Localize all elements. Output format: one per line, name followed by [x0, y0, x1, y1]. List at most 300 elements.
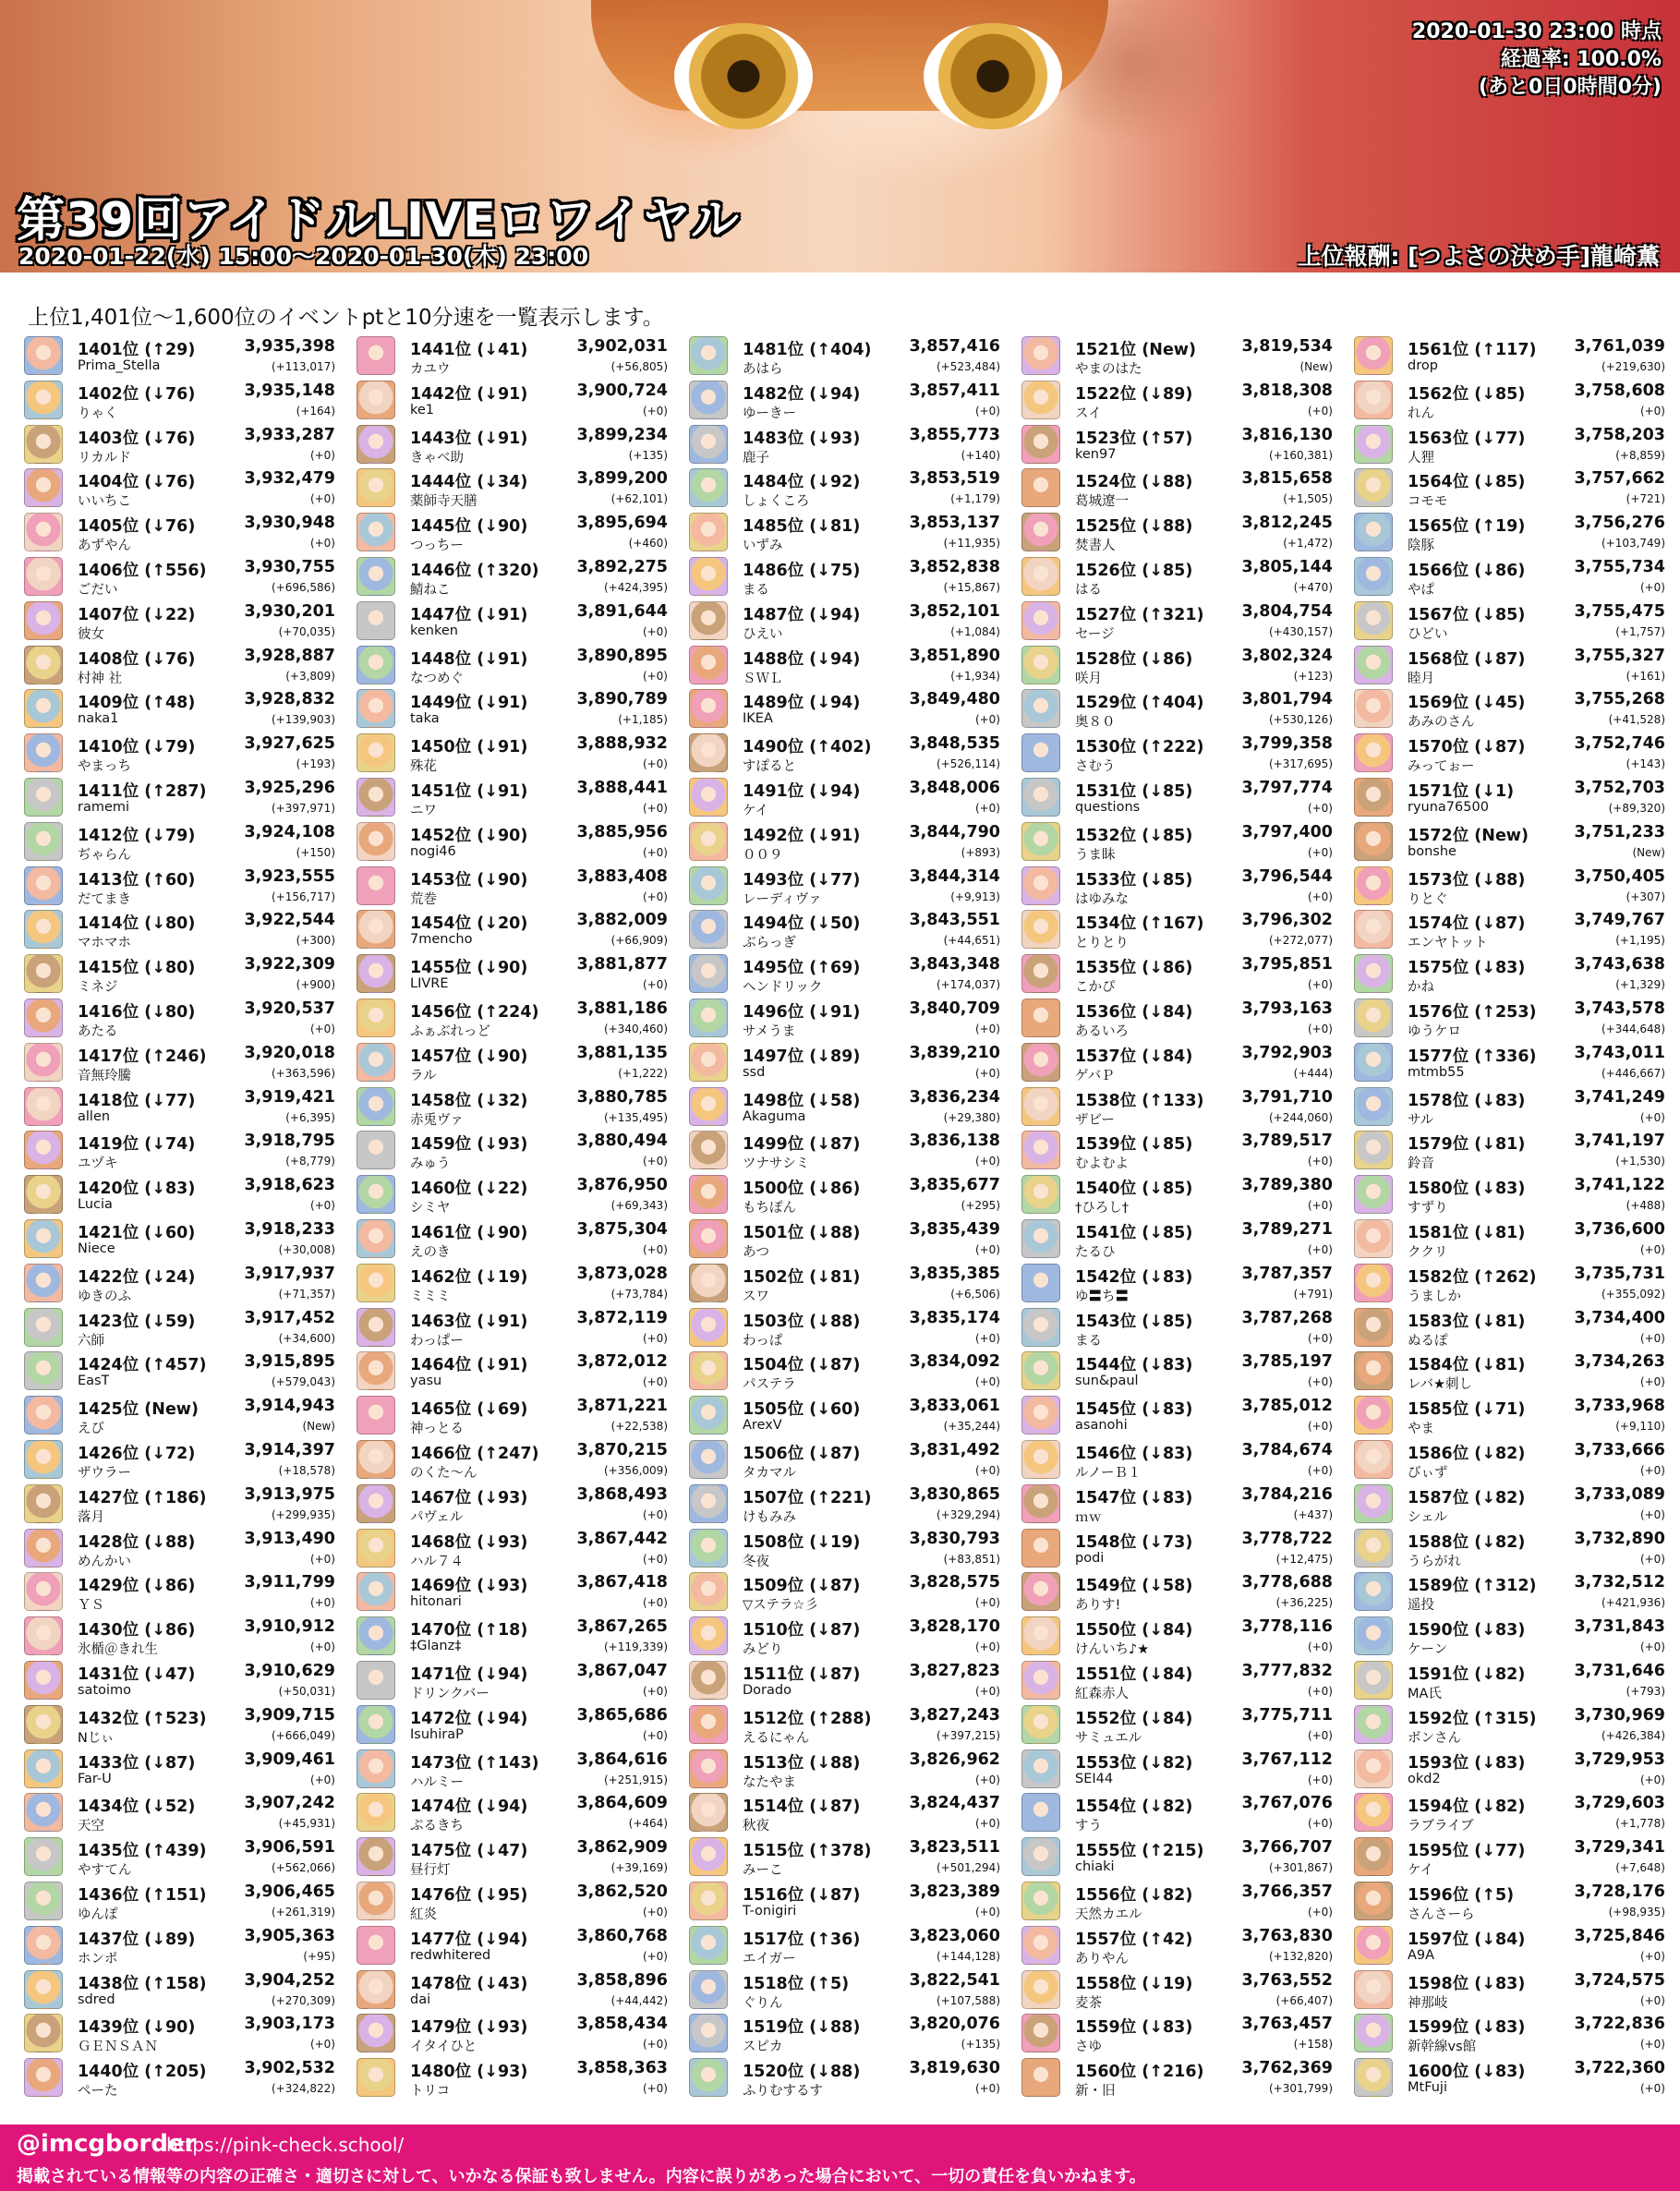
- player-name: Prima_Stella: [78, 358, 161, 373]
- points: 3,935,148: [244, 381, 335, 400]
- player-name: Dorado: [743, 1683, 792, 1698]
- player-name: サメうま: [743, 1024, 796, 1039]
- player-name: かね: [1408, 980, 1434, 996]
- player-name: むよむよ: [1075, 1156, 1129, 1172]
- speed-delta: (+11,935): [943, 537, 1000, 551]
- speed-delta: (+9,913): [950, 890, 1000, 903]
- speed-delta: (+71,357): [278, 1287, 335, 1301]
- ranking-entry: [1021, 599, 1340, 642]
- points: 3,729,341: [1574, 1838, 1665, 1858]
- player-name: みゅう: [410, 1156, 451, 1172]
- ranking-entry: [1021, 1835, 1340, 1878]
- ranking-entry: [1021, 1748, 1340, 1790]
- rank-label: 1402位 (↓76): [78, 384, 196, 404]
- rank-label: 1431位 (↓47): [78, 1665, 196, 1684]
- points: 3,828,575: [909, 1573, 1000, 1592]
- player-name: 奥８０: [1075, 715, 1116, 731]
- points: 3,736,600: [1574, 1220, 1665, 1239]
- rank-label: 1523位 (↑57): [1075, 429, 1193, 448]
- avatar-icon: [357, 2058, 395, 2097]
- event-banner: [0, 0, 1680, 272]
- player-name: ハルミー: [410, 1774, 464, 1790]
- points: 3,880,494: [576, 1132, 668, 1151]
- points: 3,851,890: [909, 646, 1000, 665]
- avatar-icon: [24, 1264, 63, 1302]
- points: 3,752,746: [1574, 734, 1665, 754]
- rank-label: 1442位 (↓91): [410, 384, 528, 404]
- avatar-icon: [689, 822, 728, 861]
- ranking-entry: [357, 466, 675, 509]
- rank-label: 1559位 (↓83): [1075, 2018, 1193, 2038]
- speed-delta: (+295): [961, 1199, 1000, 1213]
- points: 3,755,327: [1574, 646, 1665, 665]
- player-name: カユウ: [410, 362, 451, 377]
- speed-delta: (+15,867): [943, 581, 1000, 594]
- player-name: やぱ: [1408, 583, 1434, 598]
- ranking-entry: [689, 1350, 1008, 1392]
- points: 3,918,233: [244, 1220, 335, 1239]
- points: 3,835,385: [909, 1264, 1000, 1283]
- avatar-icon: [1021, 778, 1060, 817]
- rank-label: 1470位 (↑18): [410, 1621, 528, 1640]
- player-name: †ひろし†: [1075, 1201, 1129, 1217]
- speed-delta: (+119,339): [603, 1640, 668, 1654]
- rank-label: 1560位 (↑216): [1075, 2063, 1204, 2082]
- points: 3,922,309: [244, 955, 335, 974]
- ranking-entry: [1021, 865, 1340, 907]
- avatar-icon: [1354, 1572, 1393, 1611]
- player-name: Lucia: [78, 1197, 113, 1213]
- rank-label: 1586位 (↓82): [1408, 1445, 1526, 1463]
- points: 3,767,112: [1241, 1749, 1333, 1769]
- ranking-entry: [357, 1350, 675, 1392]
- avatar-icon: [689, 1616, 728, 1655]
- speed-delta: (+0): [1307, 1640, 1333, 1654]
- rank-label: 1415位 (↓80): [78, 959, 196, 978]
- points: 3,930,948: [244, 514, 335, 533]
- player-name: 荒巻: [410, 891, 437, 907]
- points: 3,823,060: [909, 1926, 1000, 1945]
- speed-delta: (+299,935): [271, 1507, 335, 1521]
- avatar-icon: [1021, 381, 1060, 419]
- points: 3,853,519: [909, 469, 1000, 489]
- player-name: みってぉー: [1408, 759, 1475, 775]
- points: 3,905,363: [244, 1926, 335, 1945]
- player-name: 人狸: [1408, 450, 1434, 466]
- speed-delta: (+0): [642, 802, 668, 815]
- rank-label: 1426位 (↓72): [78, 1445, 196, 1463]
- player-name: あるいろ: [1075, 1024, 1129, 1039]
- speed-delta: (+41,528): [1608, 713, 1665, 727]
- ranking-entry: [24, 466, 343, 509]
- points: 3,857,416: [909, 337, 1000, 356]
- points: 3,868,493: [576, 1484, 668, 1504]
- player-name: ssd: [743, 1064, 766, 1080]
- points: 3,797,400: [1241, 822, 1333, 841]
- ranking-entry: [1021, 466, 1340, 509]
- player-name: サル: [1408, 1112, 1434, 1128]
- player-name: bonshe: [1408, 843, 1456, 859]
- player-name: のくた～ん: [410, 1466, 477, 1481]
- speed-delta: (+0): [974, 1464, 1000, 1477]
- ranking-entry: [1021, 732, 1340, 774]
- rank-label: 1437位 (↓89): [78, 1930, 196, 1949]
- speed-delta: (+0): [974, 1596, 1000, 1610]
- speed-delta: (+161): [1626, 669, 1665, 683]
- speed-delta: (+0): [1639, 1331, 1665, 1345]
- points: 3,919,421: [244, 1087, 335, 1107]
- avatar-icon: [357, 999, 395, 1037]
- speed-delta: (+143): [1626, 757, 1665, 771]
- rank-label: 1445位 (↓90): [410, 517, 528, 537]
- speed-delta: (+363,596): [271, 1066, 335, 1080]
- points: 3,733,666: [1574, 1441, 1665, 1459]
- speed-delta: (+12,475): [1275, 1552, 1333, 1566]
- avatar-icon: [1021, 646, 1060, 684]
- avatar-icon: [1354, 1484, 1393, 1523]
- player-name: 新・旧: [1075, 2084, 1116, 2100]
- rank-label: 1450位 (↓91): [410, 738, 528, 757]
- rank-label: 1567位 (↓85): [1408, 605, 1526, 624]
- player-name: Far-U: [78, 1771, 112, 1786]
- player-name: とりとり: [1075, 936, 1129, 951]
- points: 3,805,144: [1241, 558, 1333, 576]
- avatar-icon: [1354, 1219, 1393, 1258]
- points: 3,881,135: [576, 1043, 668, 1062]
- speed-delta: (+164): [296, 404, 335, 418]
- avatar-icon: [689, 778, 728, 817]
- rank-label: 1438位 (↑158): [78, 1974, 207, 1993]
- player-name: ryuna76500: [1408, 800, 1489, 815]
- player-name: やすてん: [78, 1863, 132, 1879]
- rank-label: 1467位 (↓93): [410, 1488, 528, 1507]
- avatar-icon: [1354, 1705, 1393, 1744]
- speed-delta: (+0): [642, 1949, 668, 1963]
- avatar-icon: [24, 689, 63, 728]
- avatar-icon: [1021, 1308, 1060, 1347]
- points: 3,902,031: [576, 337, 668, 356]
- rank-label: 1428位 (↓88): [78, 1532, 196, 1552]
- speed-delta: (+356,009): [603, 1464, 668, 1477]
- player-name: 陰豚: [1408, 539, 1434, 554]
- points: 3,867,418: [576, 1573, 668, 1592]
- ranking-entry: [1021, 1350, 1340, 1392]
- avatar-icon: [1021, 1264, 1060, 1302]
- ranking-entry: [1021, 1924, 1340, 1967]
- avatar-icon: [689, 1308, 728, 1347]
- rank-label: 1557位 (↑42): [1075, 1930, 1193, 1949]
- player-name: ルノーＢ１: [1075, 1466, 1142, 1481]
- avatar-icon: [24, 1926, 63, 1965]
- speed-delta: (+317,695): [1268, 757, 1333, 771]
- player-name: IKEA: [743, 711, 773, 727]
- ranking-entry: [357, 1570, 675, 1613]
- rank-label: 1525位 (↓88): [1075, 517, 1193, 537]
- rank-label: 1600位 (↓83): [1408, 2063, 1526, 2082]
- player-name: taka: [410, 711, 440, 727]
- ranking-entry: [24, 599, 343, 642]
- points: 3,925,296: [244, 779, 335, 797]
- rank-label: 1423位 (↓59): [78, 1312, 196, 1331]
- speed-delta: (+139,903): [271, 713, 335, 727]
- speed-delta: (+0): [974, 1906, 1000, 1919]
- rank-label: 1492位 (↓91): [743, 826, 861, 845]
- avatar-icon: [24, 1882, 63, 1920]
- speed-delta: (+113,017): [271, 360, 335, 373]
- speed-delta: (+900): [296, 978, 335, 992]
- speed-delta: (+66,407): [1275, 1993, 1333, 2007]
- rank-label: 1502位 (↓81): [743, 1267, 861, 1287]
- points: 3,795,851: [1241, 955, 1333, 974]
- speed-delta: (+0): [309, 492, 335, 506]
- player-name: エンヤトット: [1408, 936, 1488, 951]
- avatar-icon: [24, 910, 63, 949]
- avatar-icon: [1021, 689, 1060, 728]
- player-name: 六師: [78, 1333, 104, 1349]
- avatar-icon: [24, 1131, 63, 1169]
- player-name: ＳＷＬ: [743, 671, 783, 686]
- player-name: けもみみ: [743, 1509, 796, 1525]
- avatar-icon: [1021, 1572, 1060, 1611]
- player-name: 氷楯＠きれ生: [78, 1642, 158, 1658]
- ranking-entry: [1354, 2012, 1673, 2054]
- player-name: うましか: [1408, 1289, 1461, 1304]
- avatar-icon: [1021, 1396, 1060, 1434]
- avatar-icon: [689, 601, 728, 640]
- speed-delta: (New): [302, 1420, 335, 1434]
- points: 3,762,369: [1241, 2059, 1333, 2078]
- avatar-icon: [357, 1705, 395, 1744]
- rank-label: 1580位 (↓83): [1408, 1180, 1526, 1199]
- points: 3,922,544: [244, 911, 335, 930]
- rank-label: 1526位 (↓85): [1075, 562, 1193, 580]
- avatar-icon: [24, 1484, 63, 1523]
- points: 3,840,709: [909, 999, 1000, 1018]
- rank-label: 1497位 (↓89): [743, 1047, 861, 1066]
- rank-label: 1404位 (↓76): [78, 473, 196, 492]
- speed-delta: (+0): [642, 404, 668, 418]
- player-name: ハル７４: [410, 1554, 464, 1569]
- avatar-icon: [357, 381, 395, 419]
- player-name: 遥投: [1408, 1598, 1434, 1614]
- speed-delta: (+158): [1293, 2038, 1333, 2052]
- avatar-icon: [24, 1308, 63, 1347]
- player-name: questions: [1075, 800, 1141, 815]
- speed-delta: (+0): [309, 1552, 335, 1566]
- rank-label: 1478位 (↓43): [410, 1974, 528, 1993]
- points: 3,867,442: [576, 1529, 668, 1548]
- rank-label: 1581位 (↓81): [1408, 1224, 1526, 1242]
- speed-delta: (+0): [1307, 1331, 1333, 1345]
- speed-delta: (+464): [628, 1817, 668, 1831]
- rank-label: 1507位 (↑221): [743, 1488, 872, 1507]
- player-name: うらがれ: [1408, 1554, 1461, 1569]
- points: 3,734,263: [1574, 1352, 1665, 1372]
- rank-label: 1513位 (↓88): [743, 1753, 861, 1773]
- ranking-entry: [1021, 1880, 1340, 1922]
- speed-delta: (+0): [974, 1066, 1000, 1080]
- avatar-icon: [357, 954, 395, 993]
- avatar-icon: [1354, 1529, 1393, 1568]
- ranking-entry: [689, 334, 1008, 377]
- player-name: Akaguma: [743, 1108, 806, 1124]
- player-name: りとぐ: [1408, 891, 1448, 907]
- speed-delta: (+0): [309, 537, 335, 551]
- status-box: [1412, 18, 1662, 102]
- avatar-icon: [689, 954, 728, 993]
- rank-label: 1511位 (↓87): [743, 1665, 861, 1684]
- player-name: みどり: [743, 1642, 783, 1658]
- player-name: hitonari: [410, 1594, 462, 1610]
- rank-label: 1500位 (↓86): [743, 1180, 861, 1199]
- rank-label: 1599位 (↓83): [1408, 2018, 1526, 2038]
- rank-label: 1435位 (↑439): [78, 1842, 207, 1861]
- site-link[interactable]: https://pink-check.school/: [166, 2134, 405, 2156]
- rank-label: 1578位 (↓83): [1408, 1091, 1526, 1110]
- ranking-entry: [689, 1968, 1008, 2011]
- speed-delta: (+0): [642, 2082, 668, 2096]
- speed-delta: (+793): [1626, 1685, 1665, 1698]
- avatar-icon: [1021, 866, 1060, 905]
- player-name: ドリンクバー: [410, 1687, 489, 1701]
- points: 3,828,170: [909, 1617, 1000, 1637]
- speed-delta: (+300): [296, 934, 335, 948]
- avatar-icon: [689, 468, 728, 507]
- points: 3,906,591: [244, 1838, 335, 1858]
- player-name: 麦茶: [1075, 1995, 1102, 2011]
- player-name: めんかい: [78, 1554, 131, 1569]
- speed-delta: (+0): [1639, 2082, 1665, 2096]
- player-name: ヘンドリック: [743, 980, 823, 996]
- player-name: ＧＥＮＳＡＮ: [78, 2040, 158, 2055]
- ranking-entry: [357, 2056, 675, 2099]
- points: 3,755,475: [1574, 601, 1665, 621]
- avatar-icon: [689, 1440, 728, 1479]
- ranking-entry: [1354, 1129, 1673, 1171]
- speed-delta: (New): [1632, 845, 1665, 859]
- speed-delta: (+3,809): [285, 669, 335, 683]
- avatar-icon: [24, 1087, 63, 1126]
- avatar-icon: [689, 1529, 728, 1568]
- speed-delta: (+0): [1639, 1375, 1665, 1389]
- player-name: 秋夜: [743, 1819, 769, 1834]
- player-name: えび: [78, 1422, 104, 1437]
- ranking-entry: [357, 1527, 675, 1569]
- rank-label: 1457位 (↓90): [410, 1047, 528, 1066]
- points: 3,904,252: [244, 1970, 335, 1990]
- speed-delta: (+470): [1293, 581, 1333, 594]
- points: 3,743,578: [1574, 999, 1665, 1018]
- speed-delta: (+0): [1639, 581, 1665, 594]
- ranking-entry: [689, 1570, 1008, 1613]
- ranking-entry: [24, 1659, 343, 1701]
- points: 3,870,215: [576, 1441, 668, 1459]
- points: 3,799,358: [1241, 734, 1333, 754]
- avatar-icon: [357, 1087, 395, 1126]
- ranking-entry: [1354, 1483, 1673, 1525]
- rank-label: 1446位 (↑320): [410, 562, 539, 580]
- avatar-icon: [1354, 1308, 1393, 1347]
- avatar-icon: [1021, 2058, 1060, 2097]
- avatar-icon: [24, 2014, 63, 2052]
- ranking-entry: [689, 1924, 1008, 1967]
- avatar-icon: [357, 2014, 395, 2052]
- avatar-icon: [1354, 954, 1393, 993]
- speed-delta: (+66,909): [610, 934, 668, 948]
- speed-delta: (+0): [1307, 1023, 1333, 1035]
- points: 3,833,061: [909, 1397, 1000, 1416]
- speed-delta: (+562,066): [271, 1861, 335, 1875]
- rank-label: 1476位 (↓95): [410, 1886, 528, 1905]
- speed-delta: (+0): [1307, 1375, 1333, 1389]
- ranking-entry: [357, 1394, 675, 1436]
- player-name: ごだい: [78, 583, 118, 598]
- player-name: タカマル: [743, 1466, 796, 1481]
- ranking-entry: [1021, 687, 1340, 730]
- speed-delta: (+6,506): [950, 1287, 1000, 1301]
- avatar-icon: [1354, 1882, 1393, 1920]
- avatar-icon: [1021, 1882, 1060, 1920]
- avatar-icon: [1021, 557, 1060, 596]
- right-eye-decoration: [924, 23, 1062, 129]
- points: 3,860,768: [576, 1926, 668, 1945]
- player-name: あはら: [743, 362, 783, 377]
- points: 3,834,092: [909, 1352, 1000, 1372]
- ranking-entry: [1354, 1924, 1673, 1967]
- rank-label: 1483位 (↓93): [743, 429, 861, 448]
- rank-label: 1436位 (↑151): [78, 1886, 207, 1905]
- avatar-icon: [1354, 1131, 1393, 1169]
- speed-delta: (+0): [1639, 2038, 1665, 2052]
- player-name: ザビー: [1075, 1112, 1115, 1128]
- avatar-icon: [689, 1572, 728, 1611]
- points: 3,876,950: [576, 1176, 668, 1195]
- speed-delta: (+488): [1626, 1199, 1665, 1213]
- avatar-icon: [1354, 1351, 1393, 1390]
- speed-delta: (+307): [1626, 890, 1665, 903]
- points: 3,915,895: [244, 1352, 335, 1372]
- player-name: yasu: [410, 1374, 442, 1389]
- twitter-handle[interactable]: @imcgborder: [17, 2130, 197, 2158]
- avatar-icon: [689, 2058, 728, 2097]
- player-name: 新幹線vs館: [1408, 2040, 1477, 2055]
- ranking-entry: [1354, 1835, 1673, 1878]
- speed-delta: (+446,667): [1601, 1066, 1665, 1080]
- speed-delta: (+0): [1307, 404, 1333, 418]
- ranking-entry: [1021, 1438, 1340, 1481]
- points: 3,909,461: [244, 1749, 335, 1769]
- points: 3,823,389: [909, 1882, 1000, 1901]
- speed-delta: (+324,822): [271, 2082, 335, 2096]
- player-name: ミネジ: [78, 980, 118, 996]
- avatar-icon: [1021, 2014, 1060, 2052]
- rank-label: 1545位 (↓83): [1075, 1400, 1193, 1420]
- rank-label: 1570位 (↓87): [1408, 738, 1526, 757]
- avatar-icon: [24, 646, 63, 684]
- points: 3,888,932: [576, 734, 668, 754]
- speed-delta: (+301,867): [1268, 1861, 1333, 1875]
- player-name: ふりむするす: [743, 2084, 823, 2100]
- points: 3,791,710: [1241, 1087, 1333, 1107]
- player-name: 昼行灯: [410, 1863, 451, 1879]
- ranking-entry: [1354, 555, 1673, 598]
- rank-label: 1501位 (↓88): [743, 1224, 861, 1242]
- speed-delta: (+1,530): [1615, 1155, 1665, 1168]
- rank-label: 1420位 (↓83): [78, 1180, 196, 1199]
- speed-delta: (+0): [642, 1906, 668, 1919]
- player-name: sdred: [78, 1991, 115, 2007]
- avatar-icon: [689, 513, 728, 551]
